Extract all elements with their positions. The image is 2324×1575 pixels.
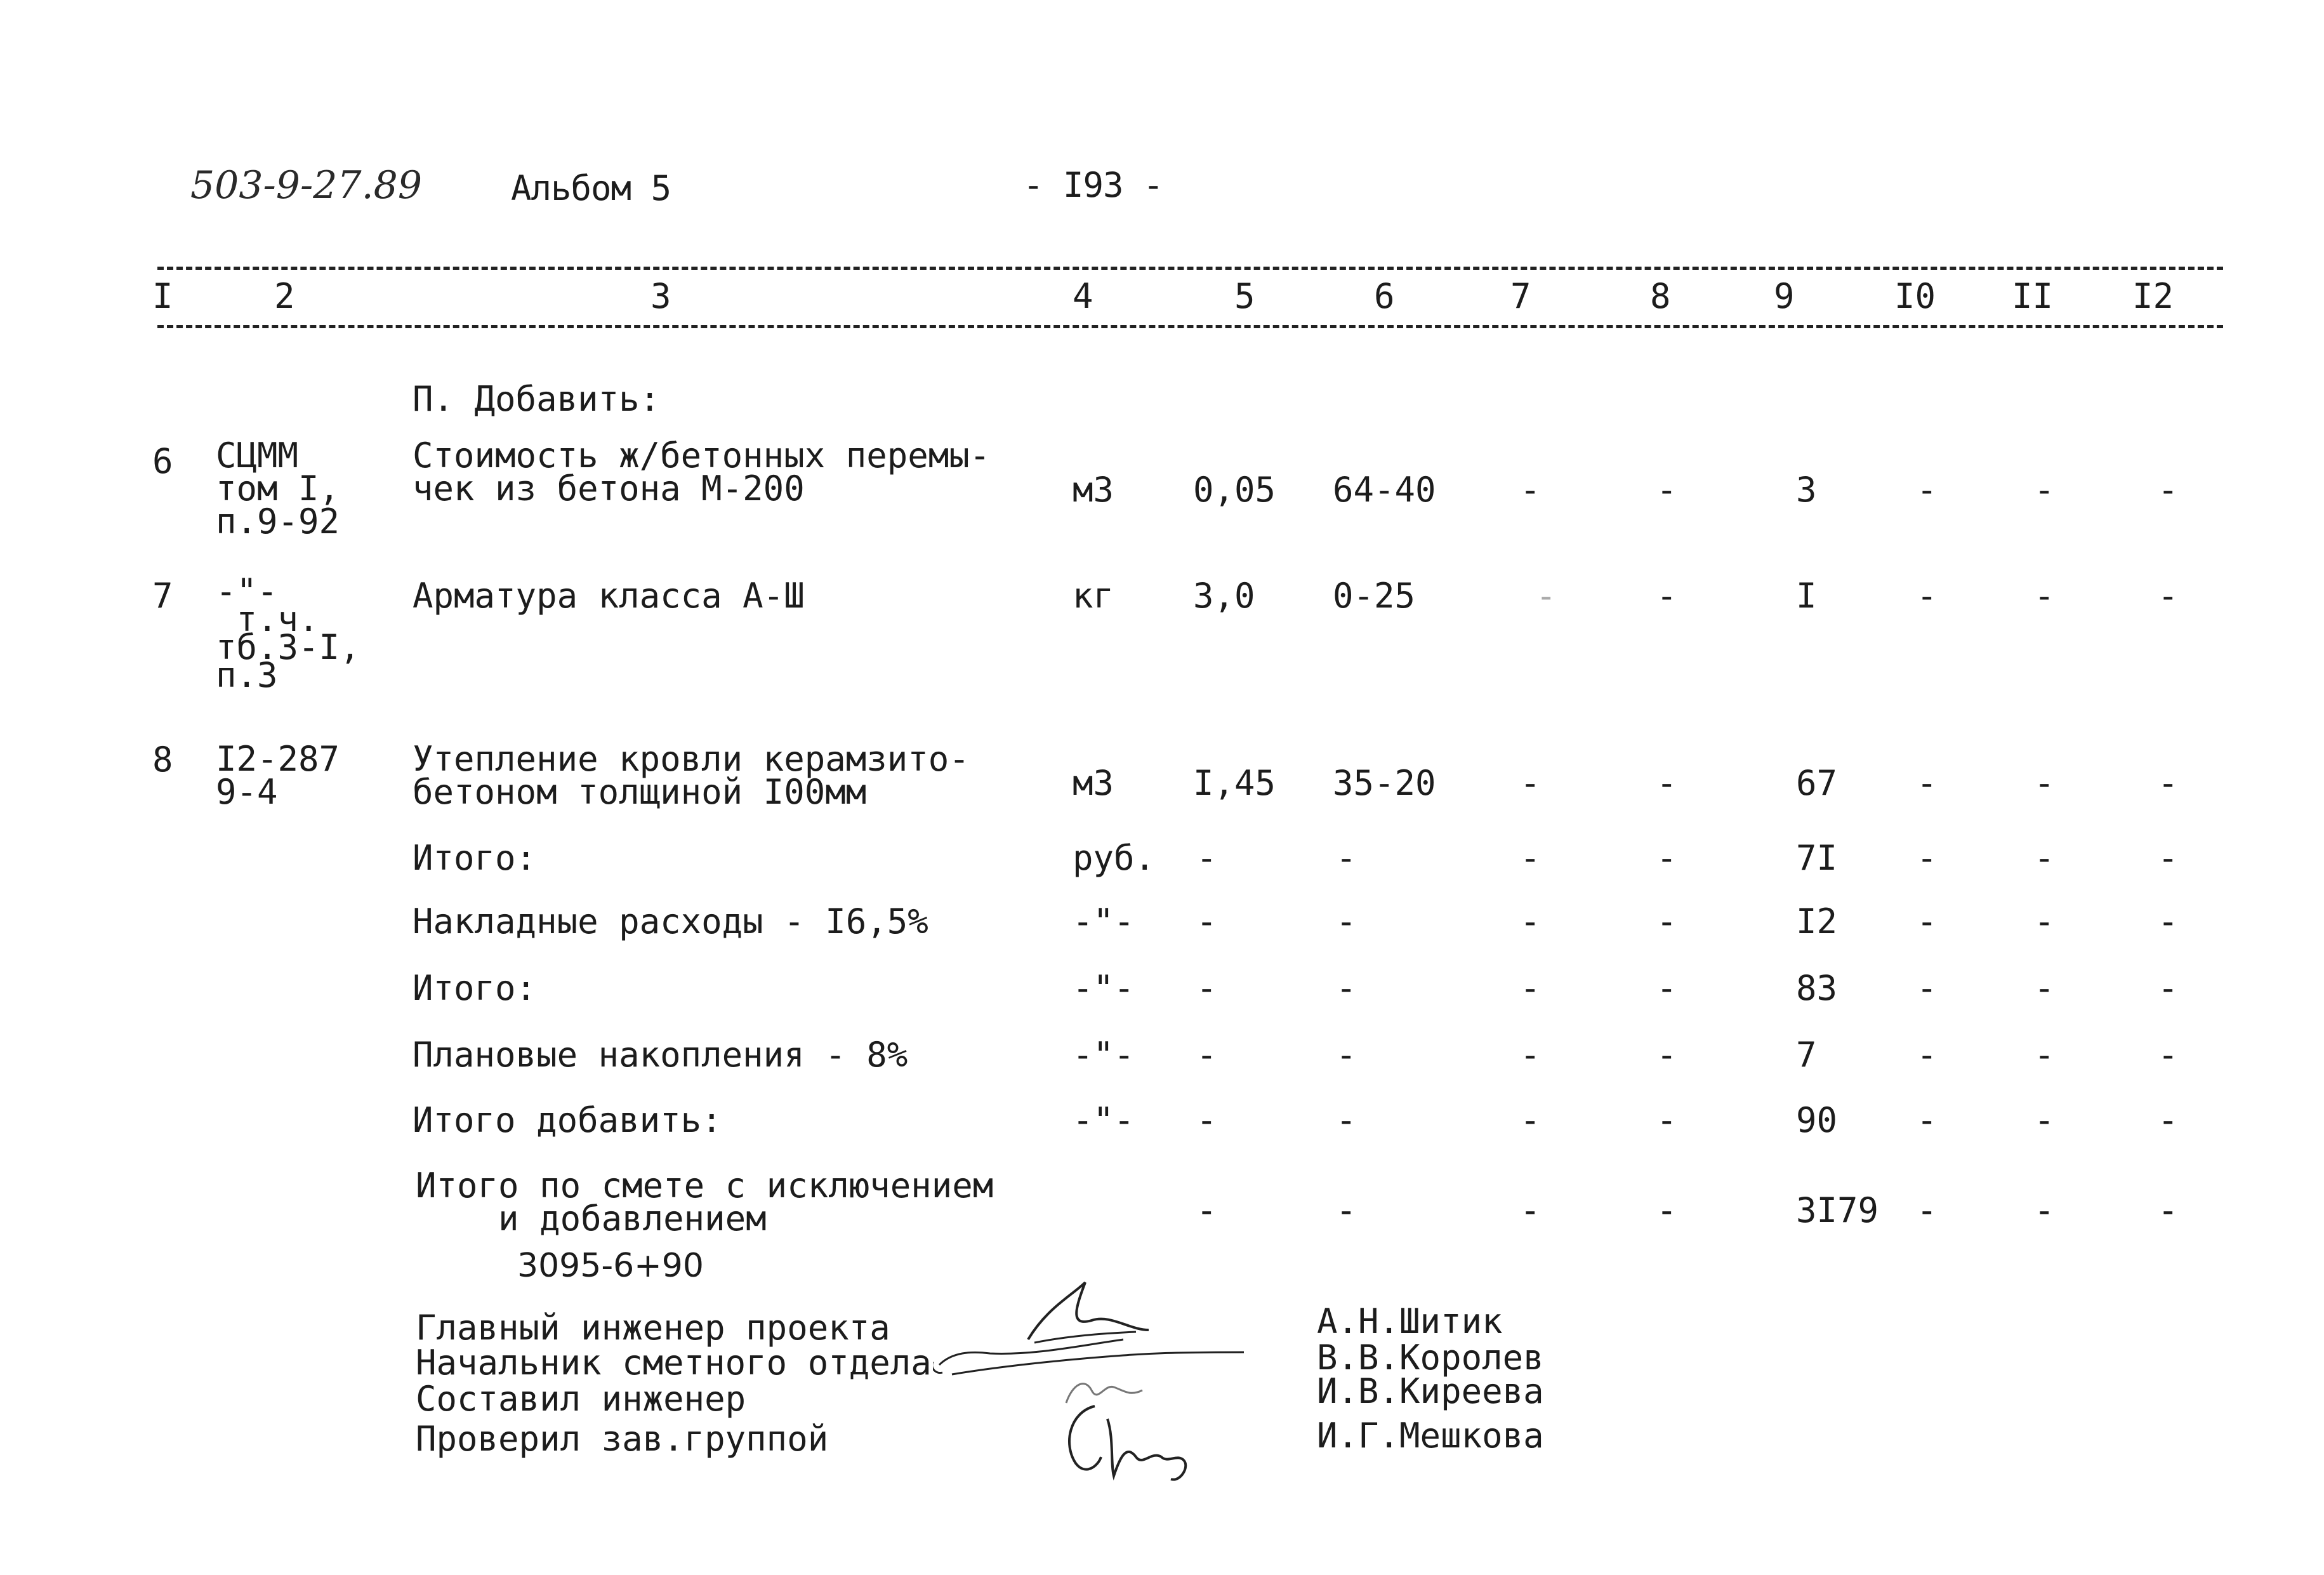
row-unit: м3	[1073, 763, 1114, 803]
total-col5: -	[1196, 1100, 1217, 1140]
grand-total-col9: 3I79	[1796, 1190, 1879, 1230]
col-header-6: 6	[1374, 276, 1395, 316]
total-col11: -	[2034, 1100, 2055, 1140]
row-name: Арматура класса А-Ш	[413, 576, 805, 616]
total-col12: -	[2158, 968, 2179, 1008]
col-header-1: I	[152, 276, 173, 316]
total-col5: -	[1196, 838, 1217, 878]
row-qty: 3,0	[1193, 576, 1255, 616]
page-number: - I93 -	[1023, 165, 1163, 205]
signature-role: Начальник сметного отдела	[416, 1343, 932, 1383]
total-col6: -	[1336, 901, 1357, 941]
total-unit: руб.	[1073, 838, 1156, 878]
row-col12: -	[2158, 763, 2179, 803]
total-col8: -	[1656, 901, 1677, 941]
total-col11: -	[2034, 968, 2055, 1008]
total-col12: -	[2158, 901, 2179, 941]
header-top-rule	[157, 267, 2223, 270]
row-col12: -	[2158, 470, 2179, 510]
row-unit: м3	[1073, 470, 1114, 510]
col-header-5: 5	[1234, 276, 1255, 316]
total-col5: -	[1196, 968, 1217, 1008]
total-col8: -	[1656, 1035, 1677, 1075]
total-label: Накладные расходы - I6,5%	[413, 901, 928, 941]
total-unit: -"-	[1073, 1100, 1135, 1140]
row-number: 7	[152, 576, 173, 616]
total-col10: -	[1917, 901, 1938, 941]
total-unit: -"-	[1073, 968, 1135, 1008]
total-col10: -	[1917, 1100, 1938, 1140]
col-header-4: 4	[1073, 276, 1093, 316]
row-col12: -	[2158, 576, 2179, 616]
total-col5: -	[1196, 1035, 1217, 1075]
col-header-2: 2	[274, 276, 295, 316]
header-bottom-rule	[157, 325, 2223, 328]
grand-total-label: Итого по смете с исключением и добавлением	[416, 1166, 994, 1239]
total-col12: -	[2158, 1035, 2179, 1075]
total-unit: -"-	[1073, 901, 1135, 941]
section-title: П. Добавить:	[413, 379, 661, 419]
total-col6: -	[1336, 838, 1357, 878]
row-col7: -	[1520, 763, 1541, 803]
row-qty: 0,05	[1193, 470, 1276, 510]
signature-name: И.В.Киреева	[1317, 1371, 1544, 1411]
total-col6: -	[1336, 1100, 1357, 1140]
doc-code: 503-9-27.89	[190, 163, 423, 208]
total-col9: 7	[1796, 1035, 1817, 1075]
col-header-7: 7	[1510, 276, 1531, 316]
grand-total-formula: 3095-6+90	[517, 1247, 704, 1285]
row-col10: -	[1917, 763, 1938, 803]
grand-total-col12: -	[2158, 1190, 2179, 1230]
total-col11: -	[2034, 838, 2055, 878]
album-label: Альбом 5	[511, 168, 671, 208]
total-col12: -	[2158, 838, 2179, 878]
total-col7: -	[1520, 1035, 1541, 1075]
row-col7: -	[1536, 576, 1557, 616]
row-col11: -	[2034, 576, 2055, 616]
signature-role: Главный инженер проекта	[416, 1308, 890, 1348]
row-price: 64-40	[1333, 470, 1436, 510]
row-col7: -	[1520, 470, 1541, 510]
row-code: СЦММ том I, п.9-92	[216, 435, 340, 542]
total-col9: 7I	[1796, 838, 1838, 878]
grand-total-col8: -	[1656, 1190, 1677, 1230]
row-col8: -	[1656, 763, 1677, 803]
row-col9: 67	[1796, 763, 1838, 803]
signature-name: А.Н.Шитик	[1317, 1301, 1503, 1341]
total-unit: -"-	[1073, 1035, 1135, 1075]
row-col9: 3	[1796, 470, 1817, 510]
row-code: -"- т.ч. тб.3-I, п.3	[216, 571, 360, 695]
handwritten-signature-group-head	[1050, 1393, 1215, 1489]
row-number: 6	[152, 441, 173, 481]
row-col10: -	[1917, 470, 1938, 510]
total-col10: -	[1917, 838, 1938, 878]
total-col6: -	[1336, 1035, 1357, 1075]
total-label: Итого:	[413, 968, 537, 1008]
signature-name: В.В.Королев	[1317, 1338, 1544, 1378]
grand-total-col10: -	[1917, 1190, 1938, 1230]
col-header-8: 8	[1650, 276, 1671, 316]
row-col9: I	[1796, 576, 1817, 616]
col-header-9: 9	[1774, 276, 1795, 316]
total-col9: 90	[1796, 1100, 1838, 1140]
total-label: Итого:	[413, 838, 537, 878]
row-price: 0-25	[1333, 576, 1416, 616]
total-col7: -	[1520, 1100, 1541, 1140]
total-col12: -	[2158, 1100, 2179, 1140]
row-qty: I,45	[1193, 763, 1276, 803]
total-col8: -	[1656, 1100, 1677, 1140]
col-header-10: I0	[1894, 276, 1936, 316]
col-header-12: I2	[2132, 276, 2174, 316]
row-name: Стоимость ж/бетонных перемы- чек из бетона М-200	[413, 435, 991, 508]
total-col8: -	[1656, 838, 1677, 878]
row-code: I2-287 9-4	[216, 739, 340, 812]
total-col7: -	[1520, 838, 1541, 878]
col-header-3: 3	[650, 276, 671, 316]
signature-role: Составил инженер	[416, 1379, 746, 1419]
total-col11: -	[2034, 901, 2055, 941]
grand-total-col7: -	[1520, 1190, 1541, 1230]
total-col11: -	[2034, 1035, 2055, 1075]
grand-total-col11: -	[2034, 1190, 2055, 1230]
signature-role: Проверил зав.группой	[416, 1419, 829, 1459]
row-number: 8	[152, 740, 173, 780]
col-header-11: II	[2012, 276, 2054, 316]
row-price: 35-20	[1333, 763, 1436, 803]
total-col7: -	[1520, 901, 1541, 941]
total-col9: I2	[1796, 901, 1838, 941]
row-col8: -	[1656, 470, 1677, 510]
total-col5: -	[1196, 901, 1217, 941]
grand-total-col5: -	[1196, 1190, 1217, 1230]
total-col7: -	[1520, 968, 1541, 1008]
row-col10: -	[1917, 576, 1938, 616]
total-col10: -	[1917, 968, 1938, 1008]
row-col11: -	[2034, 763, 2055, 803]
row-col8: -	[1656, 576, 1677, 616]
total-col6: -	[1336, 968, 1357, 1008]
row-name: Утепление кровли керамзито- бетоном толщиной I00мм	[413, 739, 970, 812]
row-unit: кг	[1073, 576, 1114, 616]
grand-total-col6: -	[1336, 1190, 1357, 1230]
signature-name: И.Г.Мешкова	[1317, 1416, 1544, 1456]
row-col11: -	[2034, 470, 2055, 510]
total-col8: -	[1656, 968, 1677, 1008]
total-col9: 83	[1796, 968, 1838, 1008]
total-col10: -	[1917, 1035, 1938, 1075]
total-label: Итого добавить:	[413, 1100, 722, 1140]
total-label: Плановые накопления - 8%	[413, 1035, 908, 1075]
